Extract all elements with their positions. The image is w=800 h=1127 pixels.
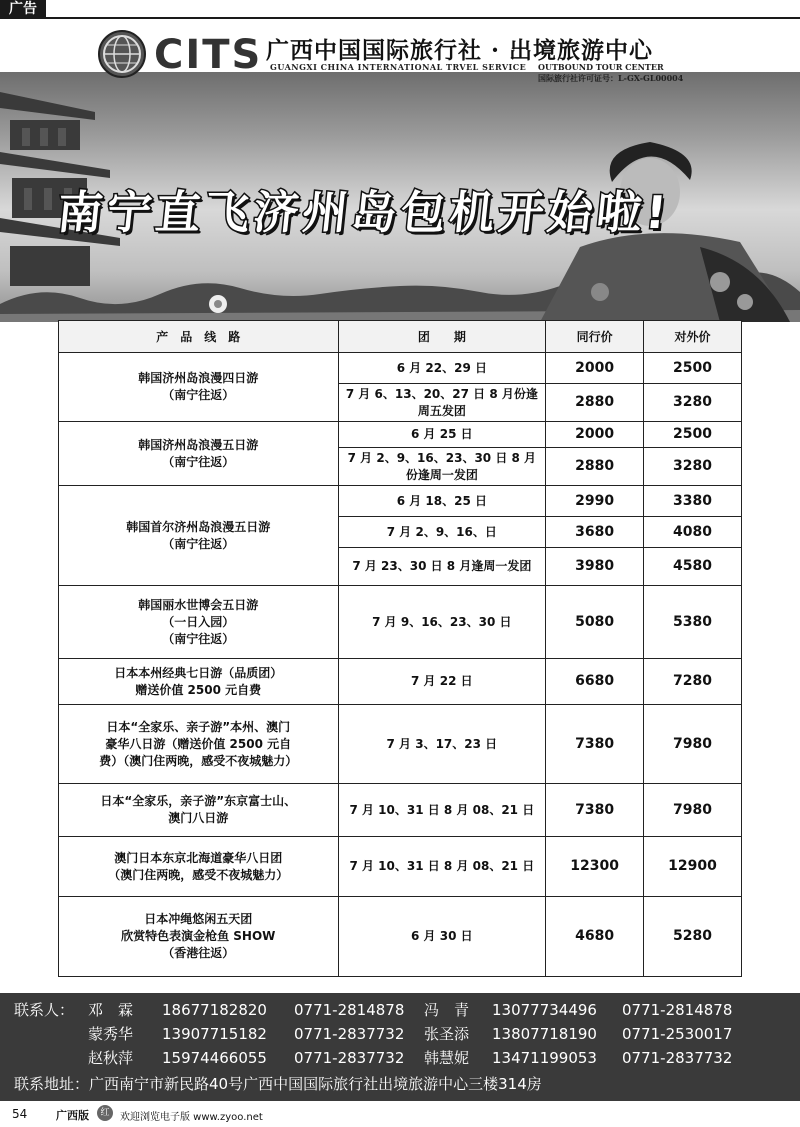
table-row (59, 353, 742, 384)
date-cell: 6 月 22、29 日 (338, 353, 546, 384)
contact-phone: 0771-2814878 (622, 1001, 733, 1019)
table-header-row (59, 321, 742, 353)
route-line: 赠送价值 2500 元自费 (135, 682, 262, 697)
route-line: 韩国首尔济州岛浪漫五日游 (126, 519, 271, 534)
route-line: 韩国济州岛浪漫四日游 (138, 371, 259, 385)
contact-mobile: 13907715182 (162, 1025, 267, 1043)
route-cell (59, 353, 339, 422)
logo-text: CITS (154, 32, 263, 78)
retail-price-cell: 12900 (644, 837, 742, 897)
table-row (59, 837, 742, 897)
route-line: （南宁往返） (162, 631, 235, 646)
license-number: 国际旅行社许可证号：L-GX-GL00004 (538, 73, 684, 83)
trade-price-cell: 5080 (546, 586, 644, 659)
route-cell (59, 837, 339, 897)
page-footer (0, 1101, 800, 1127)
route-line: （南宁往返） (162, 536, 235, 551)
route-line: 日本“全家乐、亲子游”本州、澳门 (106, 719, 291, 734)
header-date: 团 期 (338, 321, 546, 353)
route-line: （一日入园） (162, 614, 235, 629)
contact-mobile: 15974466055 (162, 1049, 267, 1067)
trade-price-cell: 7380 (546, 784, 644, 837)
route-line: 澳门日本东京北海道豪华八日团 (114, 850, 283, 865)
table-row (59, 705, 742, 784)
table-row (59, 659, 742, 705)
route-cell (59, 784, 339, 837)
magazine-badge-icon: 红 (97, 1105, 113, 1121)
retail-price-cell: 2500 (644, 422, 742, 448)
contact-name: 韩慧妮 (424, 1049, 470, 1067)
route-line: （南宁往返） (162, 388, 235, 402)
globe-logo-icon (98, 30, 146, 78)
top-rule (46, 17, 800, 19)
ad-tag: 广告 (0, 0, 46, 19)
trade-price-cell: 12300 (546, 837, 644, 897)
route-line: （香港往返） (162, 946, 235, 960)
contact-name: 赵秋萍 (88, 1049, 134, 1067)
trade-price-cell: 2000 (546, 422, 644, 448)
agency-header (88, 26, 728, 88)
date-cell: 7 月 6、13、20、27 日 8 月份逢周五发团 (338, 384, 546, 422)
header-route: 产 品 线 路 (59, 321, 339, 353)
route-line: 澳门八日游 (168, 811, 229, 825)
contact-name: 冯 青 (424, 1001, 470, 1019)
contact-name: 邓 霖 (88, 1001, 134, 1019)
contact-mobile: 13077734496 (492, 1001, 597, 1019)
contact-phone: 0771-2530017 (622, 1025, 733, 1043)
trade-price-cell: 2880 (546, 448, 644, 486)
route-line: 韩国丽水世博会五日游 (138, 597, 259, 612)
date-cell: 7 月 2、9、16、23、30 日 8 月份逢周一发团 (338, 448, 546, 486)
route-cell (59, 897, 339, 977)
contact-phone: 0771-2837732 (294, 1025, 405, 1043)
date-cell: 7 月 10、31 日 8 月 08、21 日 (338, 837, 546, 897)
table-row (59, 784, 742, 837)
address-label: 联系地址： (14, 1075, 90, 1093)
retail-price-cell: 2500 (644, 353, 742, 384)
route-price-table (58, 320, 742, 977)
contact-row (14, 1023, 732, 1045)
retail-price-cell: 5380 (644, 586, 742, 659)
route-cell (59, 705, 339, 784)
trade-price-cell: 3980 (546, 548, 644, 586)
contact-phone: 0771-2837732 (294, 1049, 405, 1067)
table-row (59, 586, 742, 659)
retail-price-cell: 7980 (644, 784, 742, 837)
headline: 南宁直飞济州岛包机开始啦! (54, 186, 673, 239)
center-name-english: OUTBOUND TOUR CENTER (538, 62, 664, 72)
route-line: 韩国济州岛浪漫五日游 (138, 437, 259, 452)
retail-price-cell: 3280 (644, 384, 742, 422)
contact-row (14, 999, 732, 1021)
date-cell: 6 月 25 日 (338, 422, 546, 448)
contact-label: 联系人： (14, 1001, 75, 1019)
trade-price-cell: 3680 (546, 517, 644, 548)
date-cell: 7 月 22 日 (338, 659, 546, 705)
trade-price-cell: 7380 (546, 705, 644, 784)
route-line: 日本“全家乐，亲子游”东京富士山、 (100, 794, 297, 808)
route-cell (59, 486, 339, 586)
date-cell: 7 月 2、9、16、日 (338, 517, 546, 548)
page-number: 54 (12, 1107, 28, 1121)
date-cell: 7 月 23、30 日 8 月逢周一发团 (338, 548, 546, 586)
trade-price-cell: 2880 (546, 384, 644, 422)
contact-mobile: 13471199053 (492, 1049, 597, 1067)
trade-price-cell: 2990 (546, 486, 644, 517)
contact-mobile: 13807718190 (492, 1025, 597, 1043)
contact-name: 蒙秀华 (88, 1025, 134, 1043)
date-cell: 6 月 18、25 日 (338, 486, 546, 517)
trade-price-cell: 4680 (546, 897, 644, 977)
retail-price-cell: 7980 (644, 705, 742, 784)
contact-mobile: 18677182820 (162, 1001, 267, 1019)
table-row (59, 422, 742, 448)
trade-price-cell: 6680 (546, 659, 644, 705)
retail-price-cell: 7280 (644, 659, 742, 705)
contact-phone: 0771-2837732 (622, 1049, 733, 1067)
retail-price-cell: 5280 (644, 897, 742, 977)
route-line: （南宁往返） (162, 454, 235, 469)
route-line: 豪华八日游（赠送价值 2500 元自 (105, 736, 292, 751)
contact-name: 张圣添 (424, 1025, 470, 1043)
date-cell: 7 月 3、17、23 日 (338, 705, 546, 784)
website-link[interactable]: 欢迎浏览电子版 www.zyoo.net (120, 1112, 263, 1123)
address-text: 广西南宁市新民路40号广西中国国际旅行社出境旅游中心三楼314房 (89, 1075, 542, 1093)
header-retail-price: 对外价 (644, 321, 742, 353)
trade-price-cell: 2000 (546, 353, 644, 384)
route-cell (59, 422, 339, 486)
route-line: 费）（澳门住两晚，感受不夜城魅力） (99, 753, 298, 768)
contact-panel (0, 993, 800, 1101)
route-line: 欣赏特色表演金枪鱼 SHOW (121, 929, 276, 943)
contact-phone: 0771-2814878 (294, 1001, 405, 1019)
contact-row (14, 1047, 732, 1069)
retail-price-cell: 3380 (644, 486, 742, 517)
retail-price-cell: 4580 (644, 548, 742, 586)
route-line: 日本本州经典七日游（品质团） (114, 665, 283, 680)
retail-price-cell: 3280 (644, 448, 742, 486)
date-cell: 6 月 30 日 (338, 897, 546, 977)
retail-price-cell: 4080 (644, 517, 742, 548)
agency-name-english: GUANGXI CHINA INTERNATIONAL TRVEL SERVICE (270, 62, 527, 72)
route-line: （澳门住两晚，感受不夜城魅力） (108, 867, 289, 882)
table-row (59, 897, 742, 977)
route-cell (59, 659, 339, 705)
route-cell (59, 586, 339, 659)
route-line: 日本冲绳悠闲五天团 (144, 912, 253, 926)
date-cell: 7 月 10、31 日 8 月 08、21 日 (338, 784, 546, 837)
table-row (59, 486, 742, 517)
address-row (14, 1073, 542, 1095)
header-trade-price: 同行价 (546, 321, 644, 353)
date-cell: 7 月 9、16、23、30 日 (338, 586, 546, 659)
agency-name: 广西中国国际旅行社 · 出境旅游中心 (266, 37, 654, 64)
edition-label: 广西版 (56, 1109, 89, 1122)
